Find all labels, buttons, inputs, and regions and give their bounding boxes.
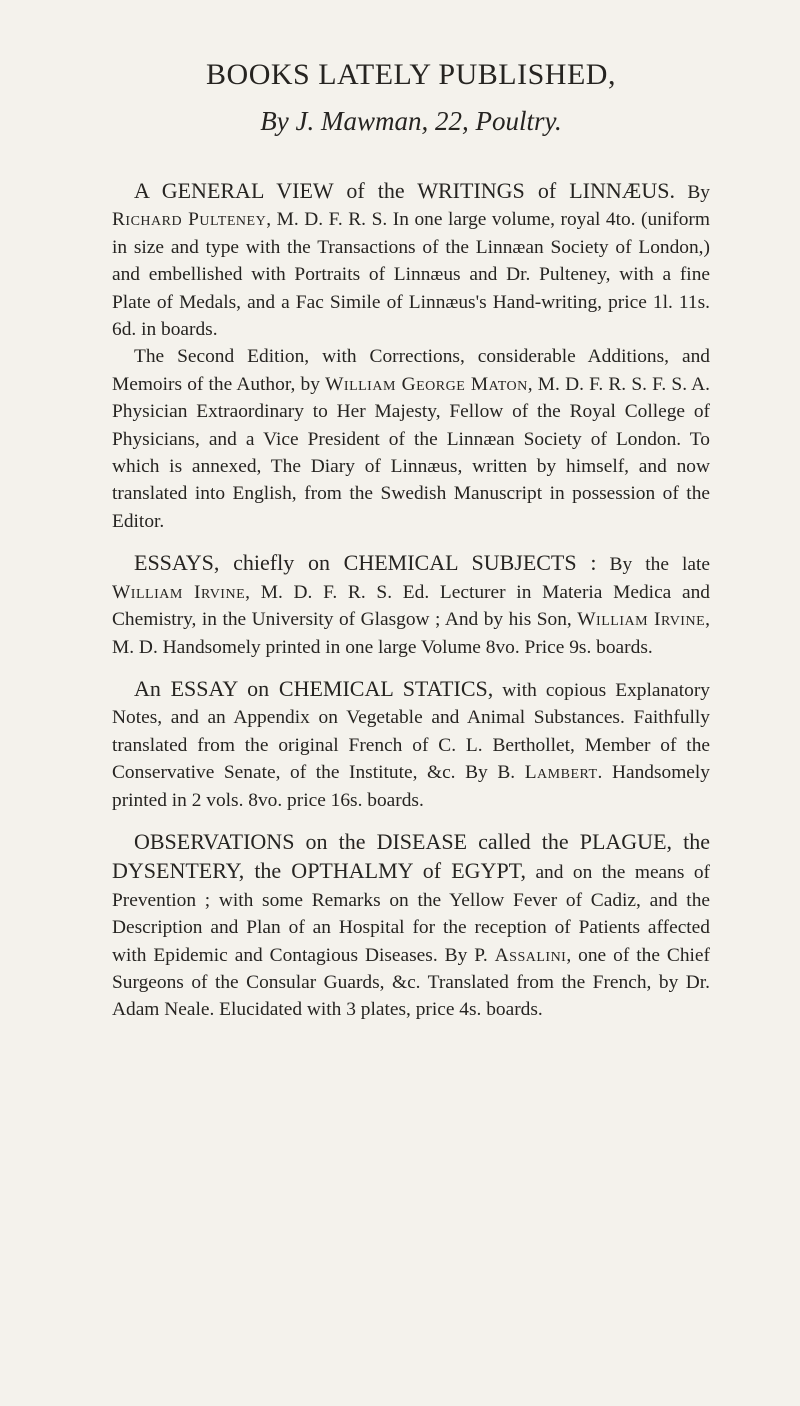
entry-text: The Second Edition, with Corrections, considerable Additions, and Memoirs of the Author, by bbox=[112, 346, 710, 395]
entry-author: Assalini bbox=[494, 944, 567, 966]
entry-paragraph bbox=[112, 343, 710, 535]
entry-author: William Irvine bbox=[577, 609, 706, 631]
entry-text: , M. D. F. R. S. F. S. A. Physician Extraordinary to Her Majesty, Fellow of the Royal College of Physicians, and a Vice President of the Linnæan Society of London. To which is annexed, The Diary of Linnæus, written by himself, and now translated into English, from the Swedish Manuscript in possession of the Editor. bbox=[112, 373, 711, 532]
entry-text: with copious Explanatory Notes, and an Appendix on Vegetable and Animal Substances. Faithfully translated from the original French of C. L. Berthollet, Member of the Conservative Senate, of the Institute, &c. By B. bbox=[112, 679, 711, 784]
entry-title: An ESSAY on CHEMICAL STATICS, bbox=[134, 675, 494, 701]
entry-text: and on the means of Prevention ; with some Remarks on the Yellow Fever of Cadiz, and the Description and Plan of an Hospital for the reception of Patients affected with Epidemic and Contagious Diseases. By P. bbox=[112, 862, 710, 966]
entry-author: Lambert bbox=[524, 762, 598, 784]
publisher-line: By J. Mawman, 22, Poultry. bbox=[260, 106, 562, 136]
entry-editor: William George Maton bbox=[325, 373, 528, 395]
book-entry-chemical-statics bbox=[112, 675, 710, 814]
entry-text: . Handsomely printed in 2 vols. 8vo. price 16s. boards. bbox=[112, 762, 710, 811]
book-entry-plague-observations bbox=[112, 828, 710, 1024]
entry-title: ESSAYS, chiefly on CHEMICAL SUBJECTS : bbox=[134, 550, 597, 576]
entry-title: A GENERAL VIEW of the WRITINGS of LINNÆUS. bbox=[134, 178, 675, 203]
entry-title: OBSERVATIONS on the DISEASE called the PLAGUE, the DYSENTERY, the OPTHALMY of EGYPT, bbox=[112, 828, 710, 884]
entry-text: By the late bbox=[596, 554, 710, 576]
book-entry-irvine-essays bbox=[112, 549, 710, 661]
entry-author: William Irvine bbox=[112, 581, 246, 603]
entry-author: Richard Pulteney bbox=[112, 209, 267, 231]
entry-text: , M. D. F. R. S. Ed. Lecturer in Materia Medica and Chemistry, in the University of Glasgow ; And by his Son, bbox=[112, 581, 711, 631]
book-entry-linnaeus bbox=[112, 177, 710, 535]
entry-text: , M. D. Handsomely printed in one large Volume 8vo. Price 9s. boards. bbox=[112, 609, 710, 658]
entry-text: By bbox=[674, 182, 710, 203]
page-heading: BOOKS LATELY PUBLISHED, bbox=[206, 58, 616, 91]
entry-text: , one of the Chief Surgeons of the Consular Guards, &c. Translated from the French, by Dr. Adam Neale. Elucidated with 3 plates, price 4s. boards. bbox=[112, 944, 710, 1021]
entry-text: , M. D. F. R. S. In one large volume, royal 4to. (uniform in size and type with the Transactions of the Linnæan Society of London,) and embellished with Portraits of Linnæus and Dr. Pulteney, with a fine Plate of Medals, and a Fac Simile of Linnæus's Hand-writing, price 1l. 11s. 6d. in boards. bbox=[112, 209, 710, 341]
